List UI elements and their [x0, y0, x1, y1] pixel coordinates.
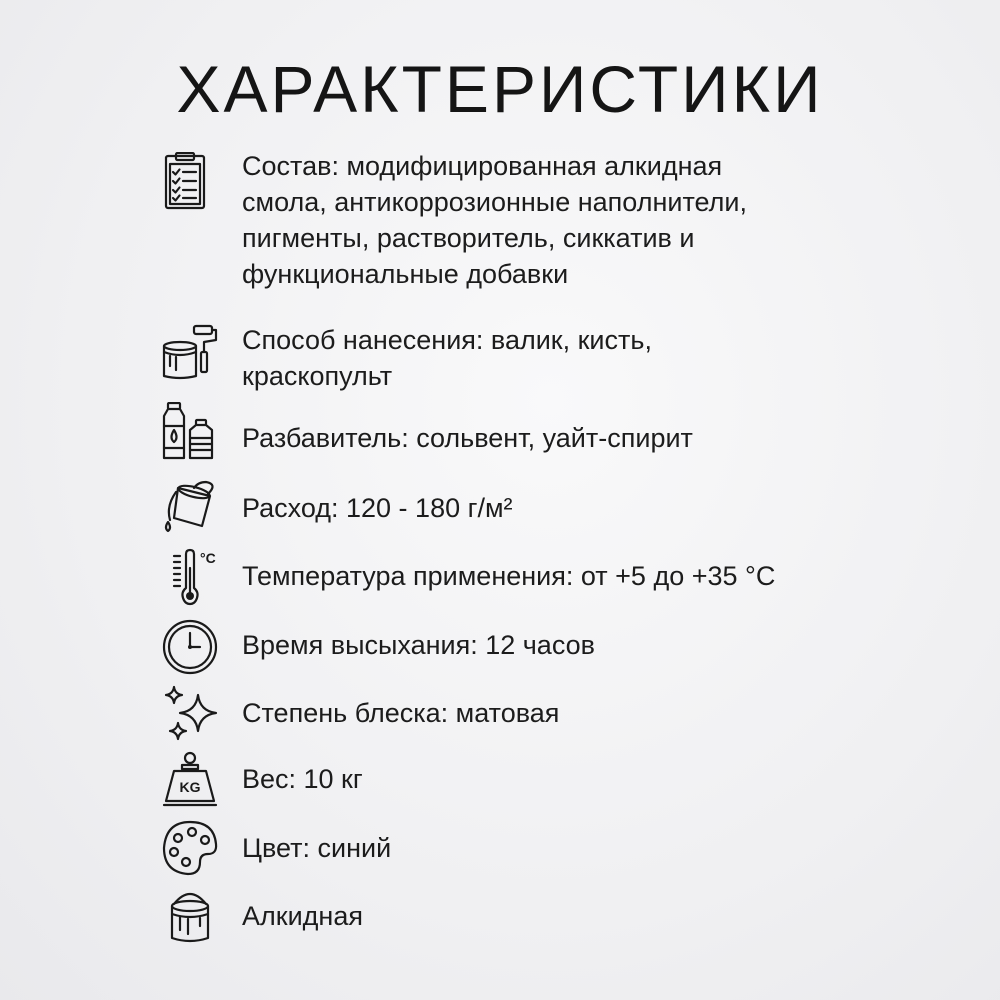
weight-icon-label: KG — [179, 779, 201, 795]
palette-icon — [160, 818, 220, 878]
spec-text-line: Вес: 10 кг — [242, 764, 363, 794]
clipboard-checklist-icon — [160, 152, 220, 212]
pouring-bucket-icon — [160, 478, 220, 538]
spec-text-line: краскопульт — [242, 361, 393, 391]
paint-can-icon — [160, 886, 220, 946]
paint-bucket-roller-icon — [160, 322, 220, 382]
solvent-bottles-icon — [160, 402, 220, 462]
spec-text-line: пигменты, растворитель, сиккатив и — [242, 223, 695, 253]
spec-text-line: Время высыхания: 12 часов — [242, 630, 595, 660]
spec-text-line: смола, антикоррозионные наполнители, — [242, 187, 747, 217]
spec-text-line: Цвет: синий — [242, 833, 392, 863]
thermometer-icon — [160, 548, 220, 608]
spec-text-line: Расход: 120 - 180 г/м² — [242, 493, 513, 523]
weight-kg-icon — [160, 749, 220, 809]
spec-text-line: Состав: модифицированная алкидная — [242, 151, 723, 181]
spec-text-line: функциональные добавки — [242, 259, 569, 289]
spec-text-line: Алкидная — [242, 901, 363, 931]
spec-text-line: Разбавитель: сольвент, уайт-спирит — [242, 423, 693, 453]
spec-text-line: Степень блеска: матовая — [242, 698, 560, 728]
spec-text-line: Температура применения: от +5 до +35 °C — [242, 561, 776, 591]
clock-icon — [160, 617, 220, 677]
thermometer-icon-label: °C — [200, 550, 216, 566]
page-title: ХАРАКТЕРИСТИКИ — [176, 52, 824, 126]
spec-text-line: Способ нанесения: валик, кисть, — [242, 325, 652, 355]
sparkles-icon — [160, 685, 220, 745]
